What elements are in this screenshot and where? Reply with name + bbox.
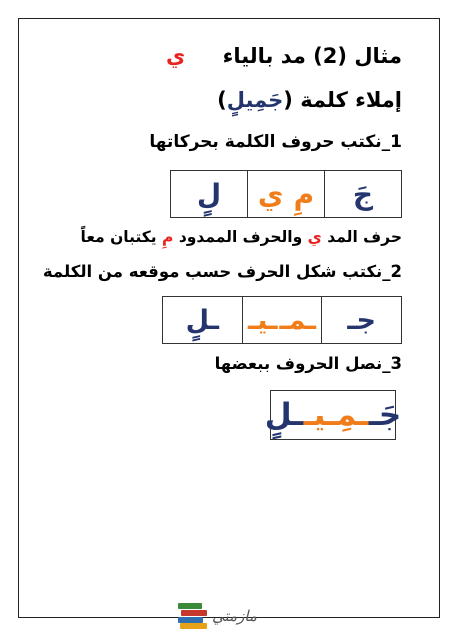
connected-word-box [264,390,402,440]
note-part3: يكتبان معاً [80,228,157,246]
letter-lam: لٍ [196,177,222,211]
form-lam: ـلٍ [185,304,219,336]
dictation-title [217,88,402,112]
madd-note [81,228,402,246]
letter-mim: مِ [293,177,315,211]
form-mim: ـمـ [279,304,317,336]
step3-title: 3_نصل الحروف ببعضها [214,354,402,373]
letter-jeem: جَ [324,171,401,217]
step1-title: 1_نكتب حروف الكلمة بحركاتها [149,132,402,152]
note-part2: والحرف الممدود [178,228,303,246]
step2-title: 2_نكتب شكل الحرف حسب موقعه من الكلمة [42,262,402,281]
example-heading [166,44,402,68]
note-mim: مِ [162,228,174,246]
word-part-mim-ya: ـمِـيـ [303,397,369,433]
dictation-close: ) [217,88,227,112]
step1-letter-grid [170,170,402,218]
logo-text: مازمتي [212,607,257,625]
letter-ya: ي [257,177,284,211]
form-group-mim-ya [242,297,322,343]
form-jeem: جـ [321,297,401,343]
dictation-word: جَمِيلٍ [226,88,284,112]
site-logo [178,600,286,632]
word-part-jeem: جَـ [368,397,402,433]
heading-letter-ya: ي [166,44,186,68]
letter-group-mim-ya [247,171,324,217]
form-ya: ـيـ [247,304,278,336]
note-ya: ي [307,228,322,246]
books-icon [178,603,208,629]
dictation-label: إملاء كلمة ( [283,88,402,112]
word-part-lam: ـلٍ [264,397,304,433]
heading-text: مثال (2) مد بالياء [222,44,402,68]
step2-form-grid [162,296,402,344]
note-part1: حرف المد [327,228,402,246]
